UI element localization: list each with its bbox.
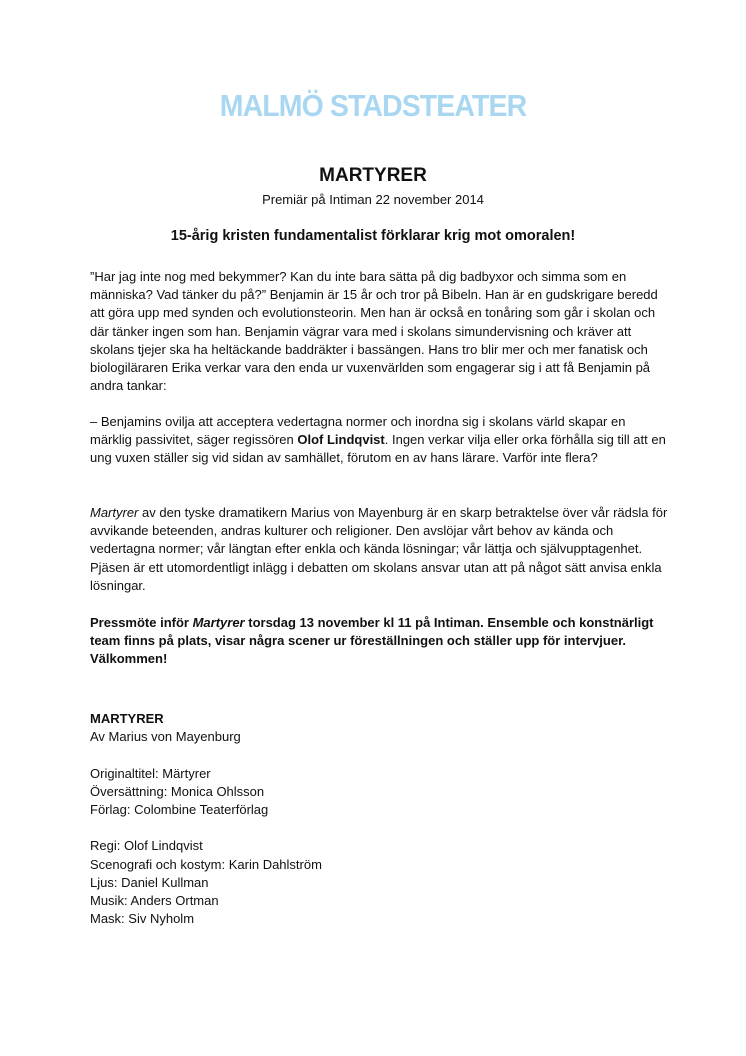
credits-light: Ljus: Daniel Kullman	[90, 874, 209, 890]
paragraph-description	[90, 504, 668, 595]
press-text-after: torsdag 13 november kl 11 på Intiman. Ensemble och konstnärligt team finns på plats, visar några scener ur föreställningen och ställer upp för intervjuer. Välkommen!	[90, 615, 654, 667]
director-name: Olof Lindqvist	[297, 432, 385, 448]
paragraph-quote	[90, 413, 668, 468]
credits-original-title: Originaltitel: Märtyrer	[90, 765, 211, 781]
headline: 15-årig kristen fundamentalist förklarar krig mot omoralen!	[170, 228, 576, 244]
credits-publisher: Förlag: Colombine Teaterförlag	[90, 802, 269, 817]
credits-block	[90, 710, 668, 928]
description-text: av den tyske dramatikern Marius von Mayenburg är en skarp betraktelse över vår rädsla för avvikande beteenden, andras kulturer och religioner. Den avslöjar vårt behov av kända och vedertagna normer; vår längtan efter enkla och kända lösningar; vår lättja och självupptagenhet. Pjäsen är ett utomordentligt inlägg i debatten om skolans ansvar utan att på något sätt anvisa enkla lösningar.	[90, 505, 668, 593]
press-play-title: Martyrer	[192, 615, 245, 630]
logo-wordmark: MALMÖ STADSTEATER	[219, 88, 527, 123]
credits-author: Av Marius von Mayenburg	[90, 729, 241, 745]
paragraph-intro-text: ”Har jag inte nog med bekymmer? Kan du inte bara sätta på dig badbyxor och simma som en människa? Vad tänker du på?” Benjamin är 15 år och tror på Bibeln. Han är en gudskrigare beredd att göra upp med synden och evolutionsteorin. Men han är också en tonåring som går i skolan och där tänker ingen som han. Benjamin vägrar vara med i skolans simundervisning och kräver att skolans tjejer ska ha heltäckande baddräkter i bassängen. Hans tro blir mer och mer fanatisk och biologiläraren Erika verkar vara den enda ur vuxenvärlden som engagerar sig i att få Benjamin på andra tankar:	[90, 269, 658, 394]
credits-makeup: Mask: Siv Nyholm	[90, 911, 195, 927]
credits-director: Regi: Olof Lindqvist	[90, 838, 203, 854]
paragraph-intro	[90, 268, 668, 395]
premiere-subtitle: Premiär på Intiman 22 november 2014	[262, 192, 484, 207]
play-title-italic: Martyrer	[90, 505, 139, 520]
credits-music: Musik: Anders Ortman	[90, 893, 219, 908]
credits-heading: MARTYRER	[90, 711, 164, 726]
paragraph-press	[90, 614, 668, 669]
credits-design: Scenografi och kostym: Karin Dahlström	[90, 856, 322, 872]
page-title: MARTYRER	[319, 165, 427, 186]
press-text-before: Pressmöte inför	[90, 615, 193, 630]
quote-text-before: – Benjamins ovilja att acceptera vedertagna normer och inordna sig i skolans värld skapar en märklig passivitet, säger regissören	[90, 414, 626, 448]
quote-text-after: . Ingen verkar vilja eller orka förhålla sig till att en ung vuxen ställer sig vid sidan av samhället, förutom en av hans lärare. Varför inte flera?	[90, 432, 666, 466]
credits-translation: Översättning: Monica Ohlsson	[90, 783, 265, 799]
